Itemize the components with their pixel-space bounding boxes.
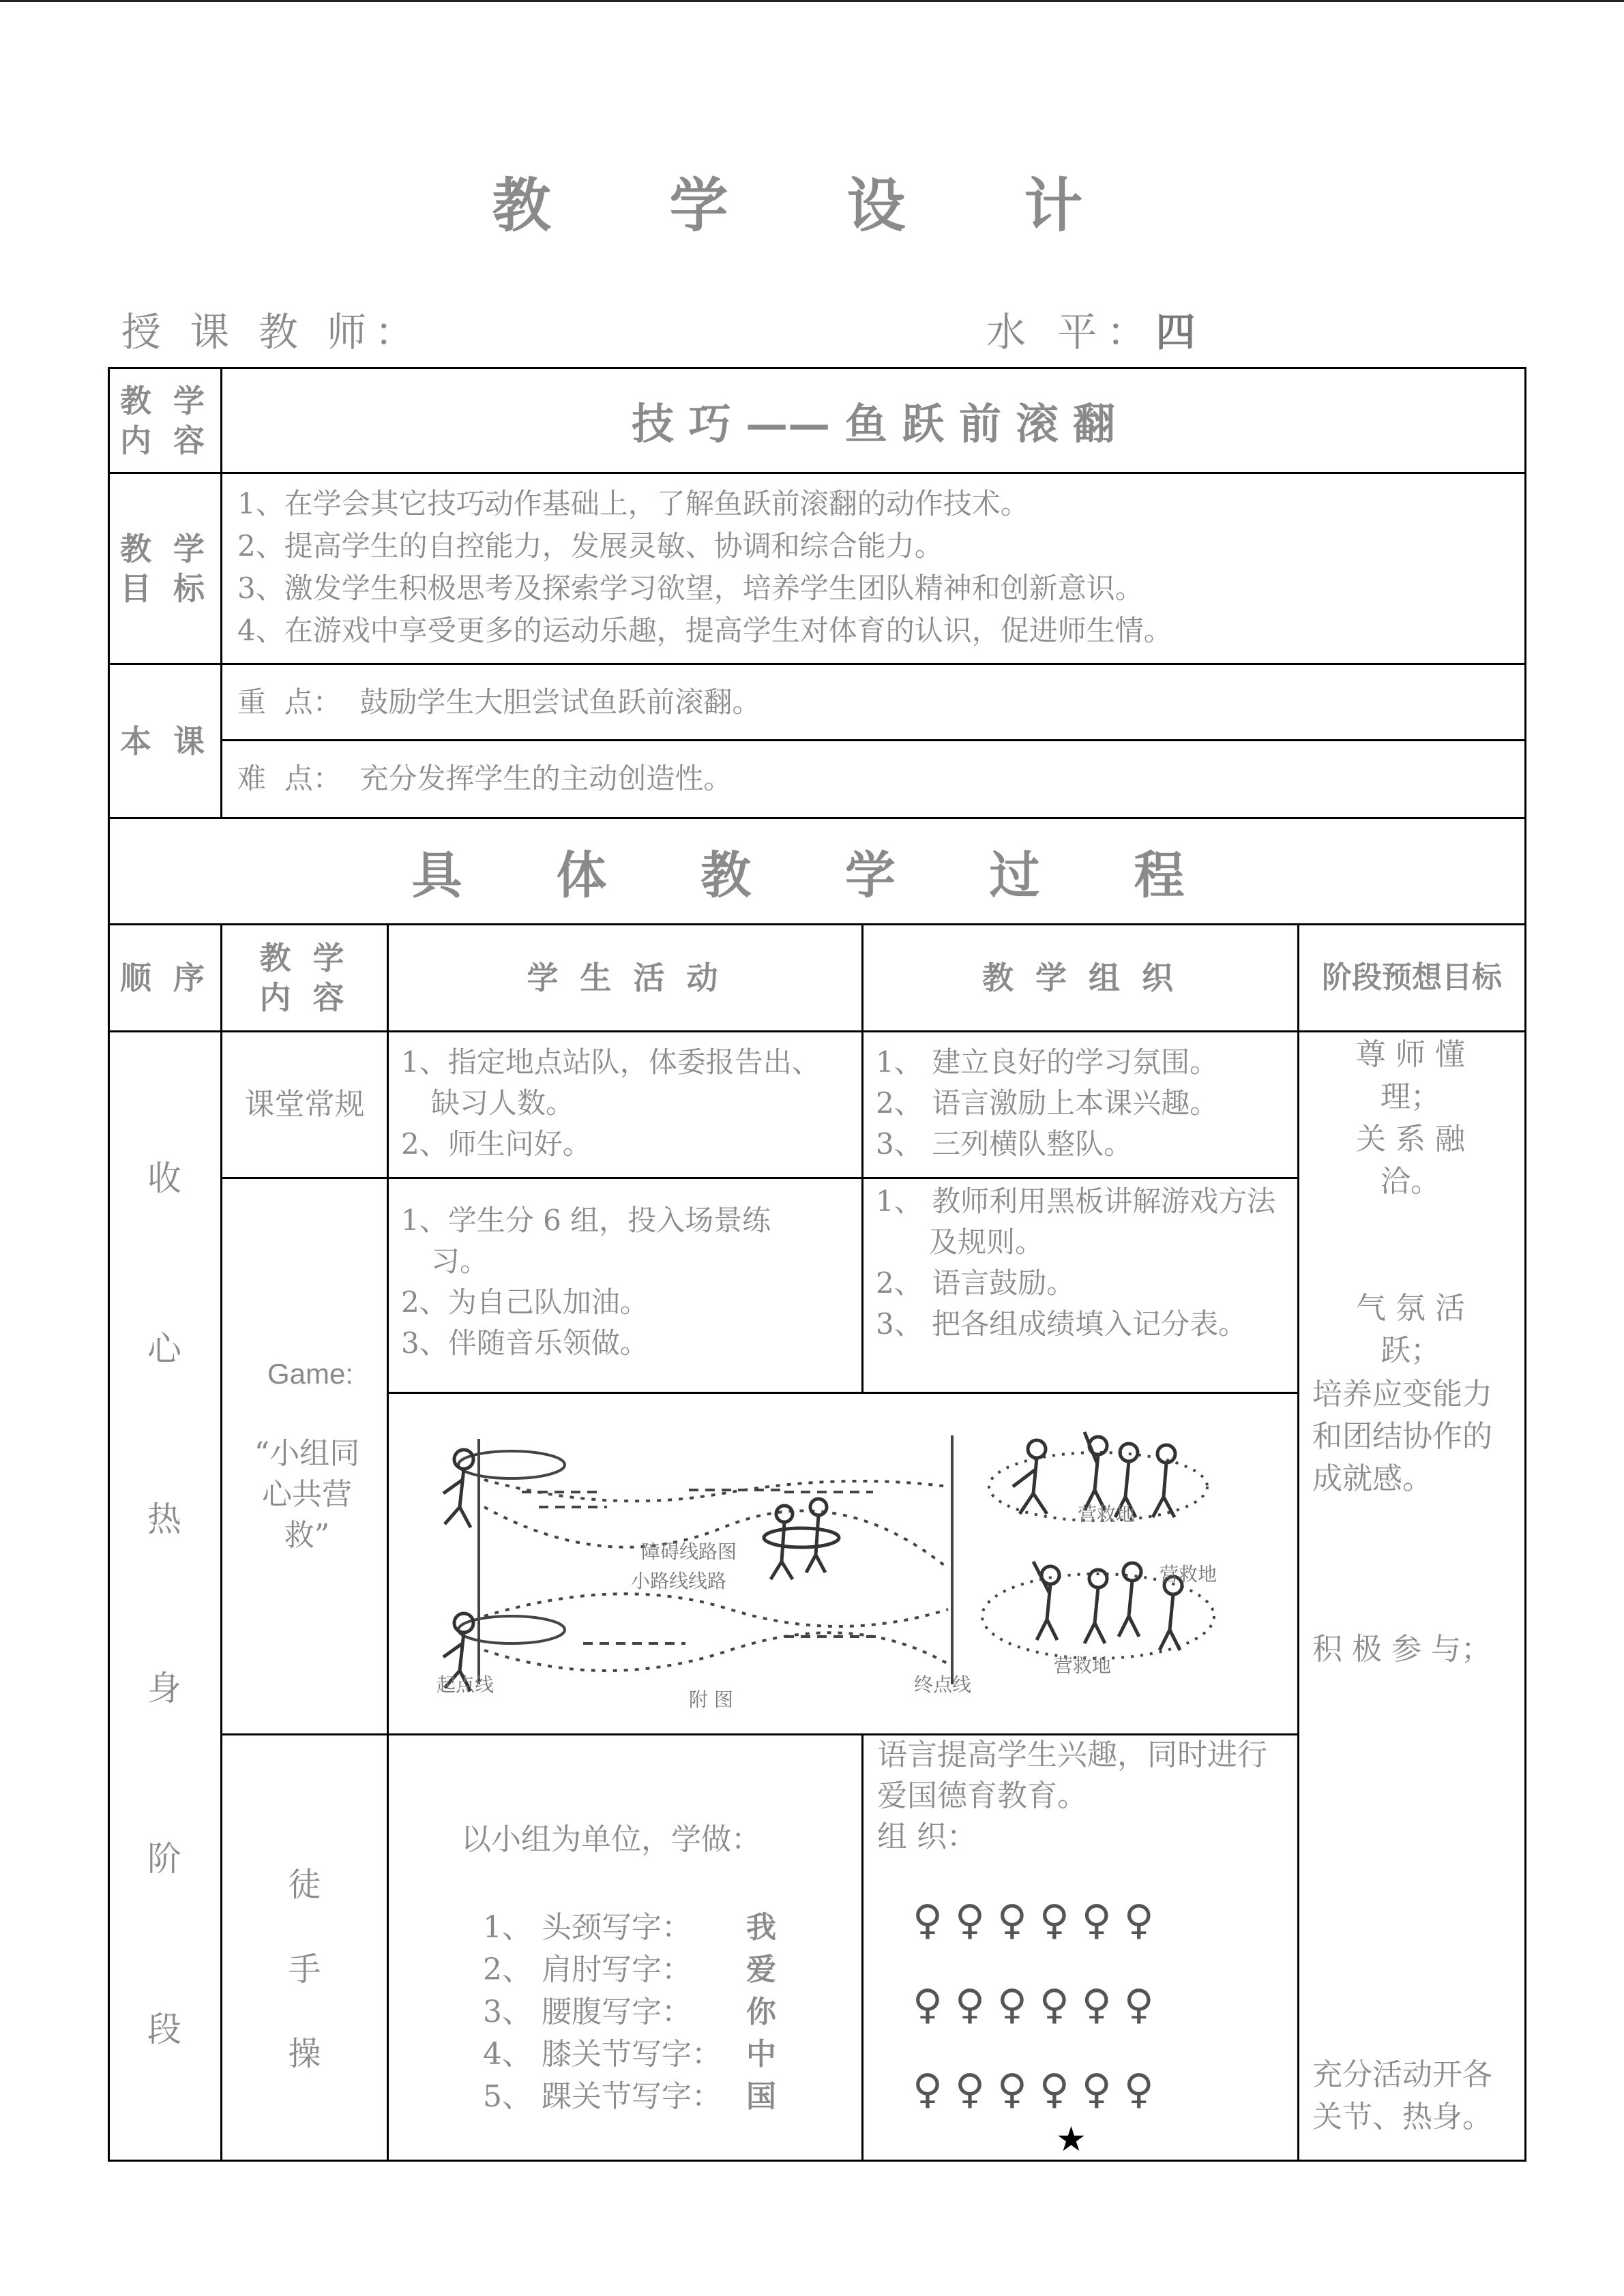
diagram-caption: 附 图 (689, 1688, 733, 1711)
goal-text: 培养应变能力和团结协作的成就感。 (1312, 1377, 1492, 1496)
goal-item: 3、激发学生积极思考及探索学习欲望，培养学生团队精神和创新意识。 (237, 571, 1144, 605)
game-name: “小组同心共营救” (254, 1436, 360, 1553)
level-field (986, 300, 1205, 357)
process-heading: 具 体 教 学 过 程 (411, 846, 1223, 905)
stage-char: 心 (147, 1329, 181, 1369)
activity-item: 1、 头颈写字： 我 (483, 1910, 776, 1945)
row3-activity-intro: 以小组为单位，学做： (461, 1822, 761, 1857)
header-activity: 学 生 活 动 (527, 959, 724, 996)
formation (913, 1878, 1267, 2132)
goal-item: 2、提高学生的自控能力，发展灵敏、协调和综合能力。 (237, 529, 943, 563)
org-item: 2、 语言鼓励。 (876, 1266, 1076, 1300)
game-diagram (402, 1405, 1289, 1725)
key-point: 重 点： 鼓励学生大胆尝试鱼跃前滚翻。 (237, 685, 761, 719)
row1-content: 课堂常规 (244, 1087, 365, 1122)
formation-row: ♀♀♀♀♀♀ (913, 2066, 1166, 2113)
formation-row: ♀♀♀♀♀♀ (913, 1981, 1166, 2029)
content-char: 徒 (288, 1866, 321, 1904)
activity-item: 5、 踝关节写字： 国 (483, 2079, 776, 2114)
content-char: 手 (288, 1950, 321, 1988)
content-char: 操 (288, 2035, 321, 2073)
formation-row: ♀♀♀♀♀♀ (913, 1896, 1166, 1944)
row2-activity (401, 1200, 824, 1364)
goal-text: 气 氛 活 跃； (1356, 1291, 1465, 1368)
activity-item: 3、伴随音乐领做。 (401, 1326, 649, 1360)
row3-organization (877, 1735, 1286, 1858)
content-label: 教 学 内 容 (119, 382, 210, 459)
header-goal: 阶段预想目标 (1322, 960, 1502, 995)
header-organization: 教 学 组 织 (981, 959, 1179, 996)
row3-content (222, 1843, 387, 2096)
goal-text: 尊 师 懂 理； (1356, 1037, 1465, 1114)
activity-item: 4、 膝关节写字： 中 (483, 2037, 776, 2072)
goal-text: 充分活动开各关节、热身。 (1312, 2057, 1492, 2134)
row1-organization (876, 1042, 1292, 1165)
stage-char: 热 (147, 1500, 181, 1539)
header-order: 顺 序 (119, 959, 210, 996)
diagram-end-label: 终点线 (914, 1673, 972, 1696)
activity-item: 1、指定地点站队，体委报告出、缺习人数。 (401, 1045, 821, 1120)
stage-char: 段 (147, 2010, 181, 2049)
activity-item: 3、 腰腹写字： 你 (483, 1995, 776, 2029)
org-item: 3、 把各组成绩填入记分表。 (876, 1307, 1247, 1341)
stage-char: 收 (147, 1159, 181, 1198)
activity-item: 1、学生分 6 组，投入场景练习。 (401, 1204, 771, 1278)
org-label: 组 织： (877, 1819, 977, 1854)
content-value: 技 巧 —— 鱼 跃 前 滚 翻 (631, 399, 1116, 449)
game-title: Game: (267, 1358, 354, 1390)
lesson-label: 本 课 (119, 722, 210, 760)
diagram-start-label: 起点线 (437, 1673, 494, 1696)
page-title: 教 学 设 计 (492, 171, 1132, 240)
goal-item: 1、在学会其它技巧动作基础上，了解鱼跃前滚翻的动作技术。 (237, 487, 1029, 520)
org-item: 1、 教师利用黑板讲解游戏方法及规则。 (876, 1184, 1276, 1259)
header-content: 教 学 内 容 (259, 940, 350, 1016)
goals-label: 教 学 目 标 (119, 530, 210, 607)
diagram-route2-label: 小路线线路 (631, 1570, 727, 1592)
goal-item: 4、在游戏中享受更多的运动乐趣，提高学生对体育的认识，促进师生情。 (237, 614, 1172, 647)
goal-text: 积 极 参 与； (1312, 1632, 1491, 1667)
diagram-rescue-label: 营救地 (1160, 1563, 1217, 1585)
org-item: 3、 三列横队整队。 (876, 1127, 1133, 1161)
difficulty-point: 难 点： 充分发挥学生的主动创造性。 (237, 762, 733, 795)
diagram-rescue-label: 营救地 (1054, 1654, 1112, 1677)
stage-char: 阶 (147, 1839, 181, 1879)
diagram-rescue-label: 营救地 (1078, 1503, 1136, 1525)
row2-organization (876, 1181, 1285, 1345)
stage-char: 身 (147, 1669, 181, 1708)
level-value: 四 (1155, 309, 1205, 355)
teacher-label: 授 课 教 师： (121, 309, 423, 355)
row3-activity-list (483, 1907, 776, 2118)
level-label: 水 平： (986, 309, 1156, 355)
top-border (0, 0, 1624, 2)
org-item: 1、 建立良好的学习氛围。 (876, 1045, 1219, 1079)
teacher-position-star: ★ (1056, 2119, 1087, 2159)
org-item: 2、 语言激励上本课兴趣。 (876, 1086, 1219, 1120)
org-text: 语言提高学生兴趣，同时进行爱国德育教育。 (877, 1738, 1267, 1813)
goals-list (237, 483, 1520, 652)
activity-item: 2、为自己队加油。 (401, 1285, 649, 1319)
activity-item: 2、 肩肘写字： 爱 (483, 1952, 776, 1987)
row1-activity (401, 1042, 824, 1165)
activity-item: 2、师生问好。 (401, 1127, 591, 1161)
diagram-route-label: 障碍线路图 (641, 1540, 737, 1563)
goal-text: 关 系 融 洽。 (1356, 1122, 1465, 1199)
